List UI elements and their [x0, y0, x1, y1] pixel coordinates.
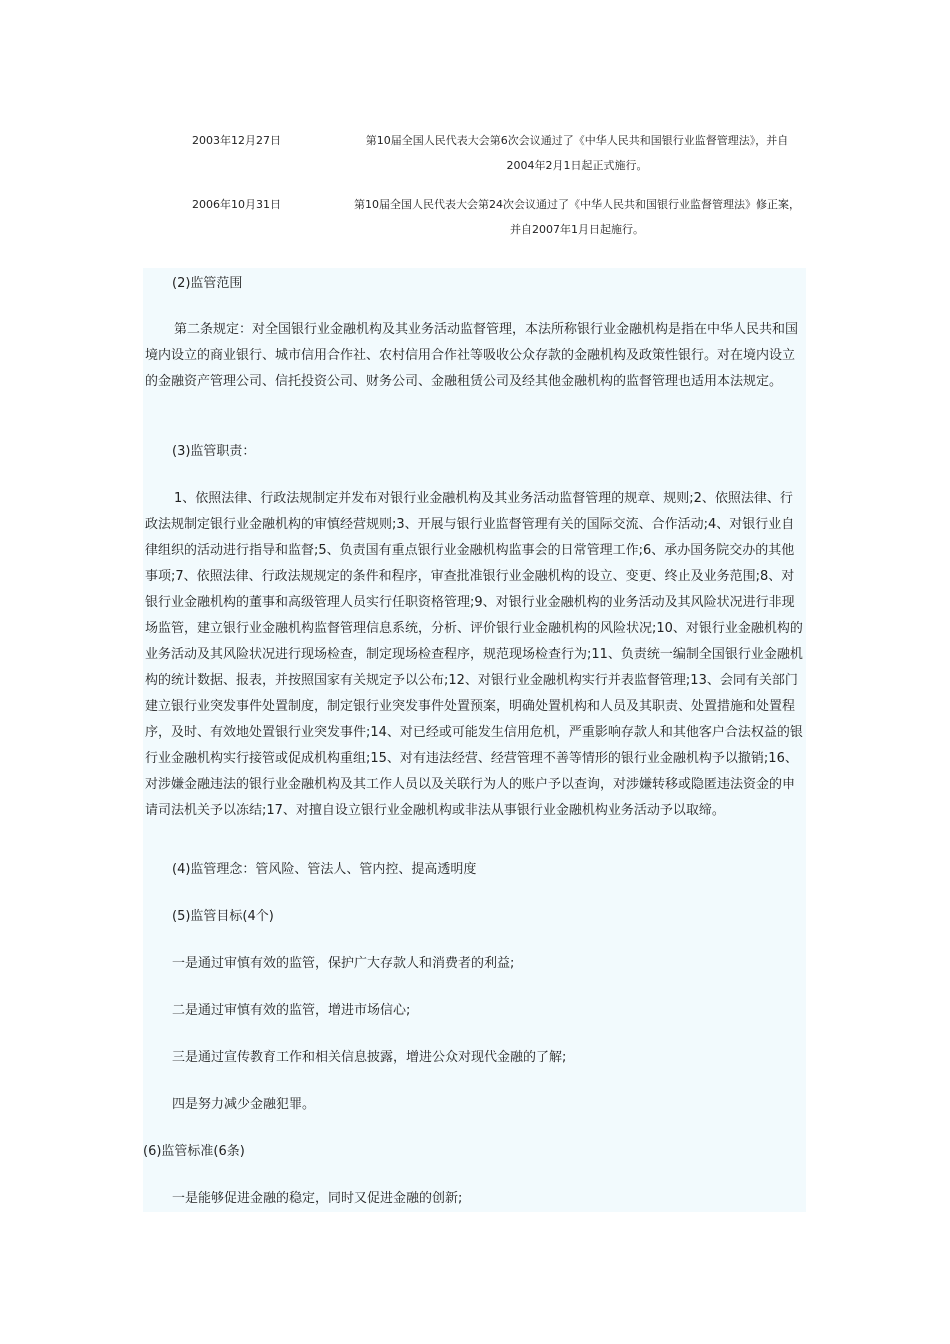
goal-item: 四是努力减少金融犯罪。 — [172, 1097, 316, 1112]
goal-item: 一是通过审慎有效的监管，保护广大存款人和消费者的利益; — [172, 956, 515, 971]
timeline-date: 2006年10月31日 — [192, 198, 281, 211]
duty-paragraph: 1、依照法律、行政法规制定并发布对银行业金融机构及其业务活动监督管理的规章、规则;2、依照法律、行政法规制定银行业金融机构的审慎经营规则;3、开展与银行业监督管理有关的国际交流、合作活动;4、对银行业自律组织的活动进行指导和监督;5、负责国有重点银行业金融机构监事会的日常管理工作;6、承办国务院交办的其他事项;7、依照法律、行政法规规定的条件和程序，审查批准银行业金融机构的设立、变更、终止及业务范围;8、对银行业金融机构的董事和高级管理人员实行任职资格管理;9、对银行业金融机构的业务活动及其风险状况进行非现场监管，建立银行业金融机构监督管理信息系统，分析、评价银行业金融机构的风险状况;10、对银行业金融机构的业务活动及其风险状况进行现场检查，制定现场检查程序，规范现场检查行为;11、负责统一编制全国银行业金融机构的统计数据、报表，并按照国家有关规定予以公布;12、对银行业金融机构实行并表监督管理;13、会同有关部门建立银行业突发事件处置制度，制定银行业突发事件处置预案，明确处置机构和人员及其职责、处置措施和处置程序，及时、有效地处置银行业突发事件;14、对已经或可能发生信用危机，严重影响存款人和其他客户合法权益的银行业金融机构实行接管或促成机构重组;15、对有违法经营、经营管理不善等情形的银行业金融机构予以撤销;16、对涉嫌金融违法的银行业金融机构及其工作人员以及关联行为人的账户予以查询，对涉嫌转移或隐匿违法资金的申请司法机关予以冻结;17、对擅自设立银行业金融机构或非法从事银行业金融机构业务活动予以取缔。 — [145, 491, 803, 818]
scope-paragraph: 第二条规定：对全国银行业金融机构及其业务活动监督管理，本法所称银行业金融机构是指在中华人民共和国境内设立的商业银行、城市信用合作社、农村信用合作社等吸收公众存款的金融机构及政策性银行。对在境内设立的金融资产管理公司、信托投资公司、财务公司、金融租赁公司及经其他金融机构的监督管理也适用本法规定。 — [145, 322, 799, 389]
concept-line: (4)监管理念：管风险、管法人、管内控、提高透明度 — [172, 862, 477, 877]
timeline-description: 第10届全国人民代表大会第24次会议通过了《中华人民共和国银行业监督管理法》修正案，并自2007年1月日起施行。 — [354, 198, 800, 236]
scope-heading: (2)监管范围 — [172, 276, 243, 291]
standard-item: 一是能够促进金融的稳定，同时又促进金融的创新; — [172, 1191, 463, 1206]
timeline-description: 第10届全国人民代表大会第6次会议通过了《中华人民共和国银行业监督管理法》，并自2004年2月1日起正式施行。 — [365, 134, 789, 172]
timeline-date: 2003年12月27日 — [192, 134, 281, 147]
timeline-table — [0, 128, 950, 256]
standard-heading: (6)监管标准(6条) — [143, 1144, 245, 1159]
content-panel — [143, 268, 806, 1212]
goal-item: 二是通过审慎有效的监管，增进市场信心; — [172, 1003, 411, 1018]
timeline-row — [0, 192, 950, 256]
goal-item: 三是通过宣传教育工作和相关信息披露，增进公众对现代金融的了解; — [172, 1050, 567, 1065]
duty-heading: (3)监管职责： — [172, 444, 256, 459]
timeline-row — [0, 128, 950, 192]
goal-heading: (5)监管目标(4个) — [172, 909, 274, 924]
